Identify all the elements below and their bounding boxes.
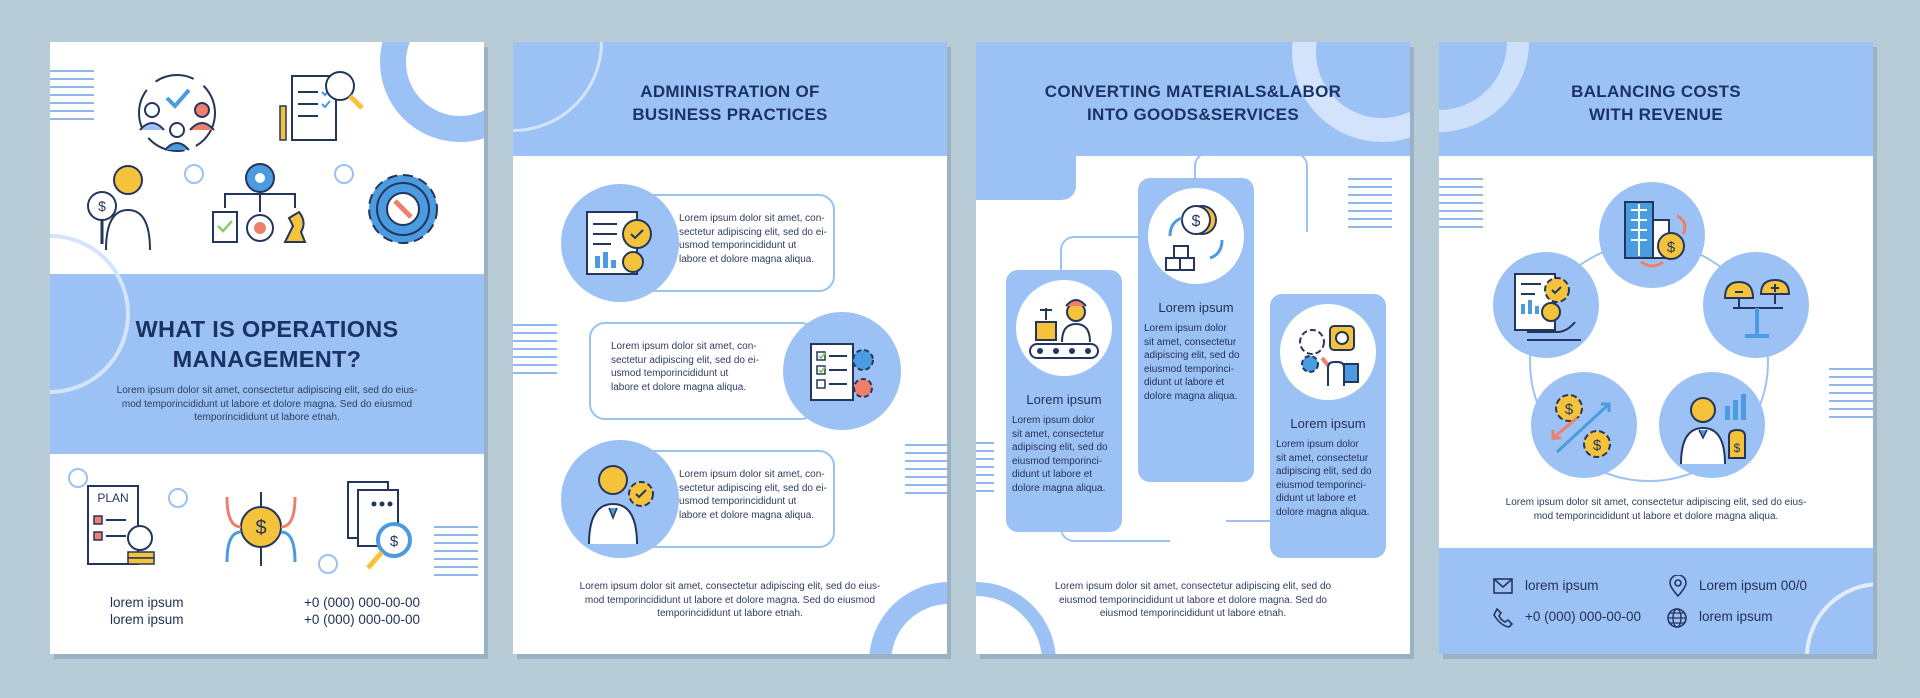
conveyor-worker-icon: [1024, 288, 1104, 368]
footer-contacts-left: lorem ipsum lorem ipsum: [110, 595, 184, 627]
step-label: Lorem ipsum: [1026, 392, 1102, 407]
svg-text:$: $: [1564, 401, 1574, 418]
team-approval-icon: [132, 68, 222, 158]
decor-stripes: [905, 444, 947, 496]
svg-text:$: $: [389, 533, 399, 550]
svg-text:$: $: [1592, 437, 1602, 454]
investor-chart-icon: [1675, 386, 1751, 466]
step-label: Lorem ipsum: [1290, 416, 1366, 431]
step-text: Lorem ipsum dolor sit amet, consectetur adipiscing elit, sed do eiusmod temporinci- didunt ut labore et dolore magna aliqua.: [1012, 415, 1108, 494]
decor-ring: [318, 554, 338, 574]
step-text: Lorem ipsum dolor sit amet, consectetur adipiscing elit, sed do eiusmod temporinci- didunt ut labore et dolore magna aliqua.: [1144, 323, 1240, 402]
location-icon: [1669, 575, 1687, 597]
summary-text: Lorem ipsum dolor sit amet, consectetur adipiscing elit, sed do eius- mod temporincididunt ut labore et dolore magna aliqua.: [1505, 497, 1807, 522]
plan-label: PLAN: [97, 491, 129, 505]
investor-icon: [86, 154, 166, 254]
process-step: [1138, 178, 1254, 482]
checklist-gear-icon: [803, 332, 883, 412]
footer-contacts-right: +0 (000) 000-00-00 +0 (000) 000-00-00: [304, 595, 420, 627]
process-step: [1006, 270, 1122, 532]
phone-icon: [1493, 608, 1513, 628]
contact-phone[interactable]: +0 (000) 000-00-00: [1525, 609, 1641, 624]
contact-web[interactable]: lorem ipsum: [1699, 609, 1773, 624]
step-text: Lorem ipsum dolor sit amet, consectetur adipiscing elit, sed do eiusmod temporinci- didunt ut labore et dolore magna aliqua.: [1276, 439, 1372, 518]
decor-stripes: [976, 442, 994, 494]
money-cycle-icon: [1156, 196, 1236, 276]
checklist-search-icon: [278, 66, 368, 156]
brochure-page-administration: [513, 42, 947, 654]
money-arrows-icon: [1547, 386, 1623, 466]
summary-text: Lorem ipsum dolor sit amet, consectetur adipiscing elit, sed do eiusmod temporincididunt ut labore et dolore magna. Sed do eiusmod temporincididunt ut labore etnah.: [1054, 581, 1332, 619]
decor-stripes: [434, 526, 478, 578]
decor-ring: [334, 164, 354, 184]
decor-stripes: [1829, 368, 1873, 420]
page-title: WHAT IS OPERATIONS MANAGEMENT?: [135, 316, 399, 372]
practice-text: Lorem ipsum dolor sit amet, con- sectetur adipiscing elit, sed do ei- usmod temporincididunt ut labore et dolore magna aliqua.: [611, 341, 759, 393]
svg-text:$: $: [1191, 213, 1201, 230]
title-band-tab: [976, 156, 1076, 200]
decor-arc: [380, 42, 484, 142]
decor-stripes: [1439, 178, 1483, 230]
decor-stripes: [513, 324, 557, 376]
decor-stripes: [1348, 178, 1392, 230]
plan-icon: [84, 482, 164, 572]
page-title: ADMINISTRATION OF BUSINESS PRACTICES: [632, 82, 828, 124]
service-tools-icon: [1288, 312, 1368, 392]
money-distribution-icon: [216, 482, 306, 572]
brochure-page-cover: [50, 42, 484, 654]
process-step: [1270, 294, 1386, 558]
globe-icon: [1667, 608, 1687, 628]
page-title: BALANCING COSTS WITH REVENUE: [1571, 82, 1741, 124]
email-icon: [1493, 578, 1513, 594]
financial-report-icon: [581, 204, 661, 284]
gear-wrench-icon: [358, 164, 448, 254]
decor-ring: [168, 488, 188, 508]
building-money-icon: [1617, 196, 1693, 272]
summary-text: Lorem ipsum dolor sit amet, consectetur adipiscing elit, sed do eius- mod temporincididunt ut labore et dolore magna. Sed do eiusmod temporincididunt ut labore etnah.: [579, 581, 881, 619]
page-title: CONVERTING MATERIALS&LABOR INTO GOODS&SERVICES: [1044, 82, 1342, 124]
svg-text:$: $: [255, 517, 267, 539]
manager-gear-icon: [581, 452, 661, 546]
contact-location: Lorem ipsum 00/0: [1699, 578, 1808, 593]
decor-stripes: [50, 70, 94, 122]
svg-text:$: $: [98, 198, 106, 214]
document-search-icon: [344, 478, 424, 578]
practice-text: Lorem ipsum dolor sit amet, con- sectetur adipiscing elit, sed do ei- usmod temporincididunt ut labore et dolore magna aliqua.: [679, 213, 827, 265]
intro-text: Lorem ipsum dolor sit amet, consectetur adipiscing elit, sed do eius- mod temporincididunt ut labore et dolore magna. Sed do eiusmod temporincididunt ut labore etnah.: [116, 385, 418, 423]
svg-text:$: $: [1666, 239, 1676, 256]
brochure-page-converting: [976, 42, 1410, 654]
contact-email[interactable]: lorem ipsum: [1525, 578, 1599, 593]
brochure-page-balancing: [1439, 42, 1873, 654]
svg-text:$: $: [1733, 441, 1741, 455]
strategy-icon: [205, 158, 315, 248]
scales-icon: [1719, 268, 1795, 344]
report-hand-icon: [1507, 266, 1587, 346]
step-label: Lorem ipsum: [1158, 300, 1234, 315]
decor-ring: [184, 164, 204, 184]
practice-text: Lorem ipsum dolor sit amet, con- sectetur adipiscing elit, sed do ei- usmod temporincididunt ut labore et dolore magna aliqua.: [679, 469, 827, 521]
